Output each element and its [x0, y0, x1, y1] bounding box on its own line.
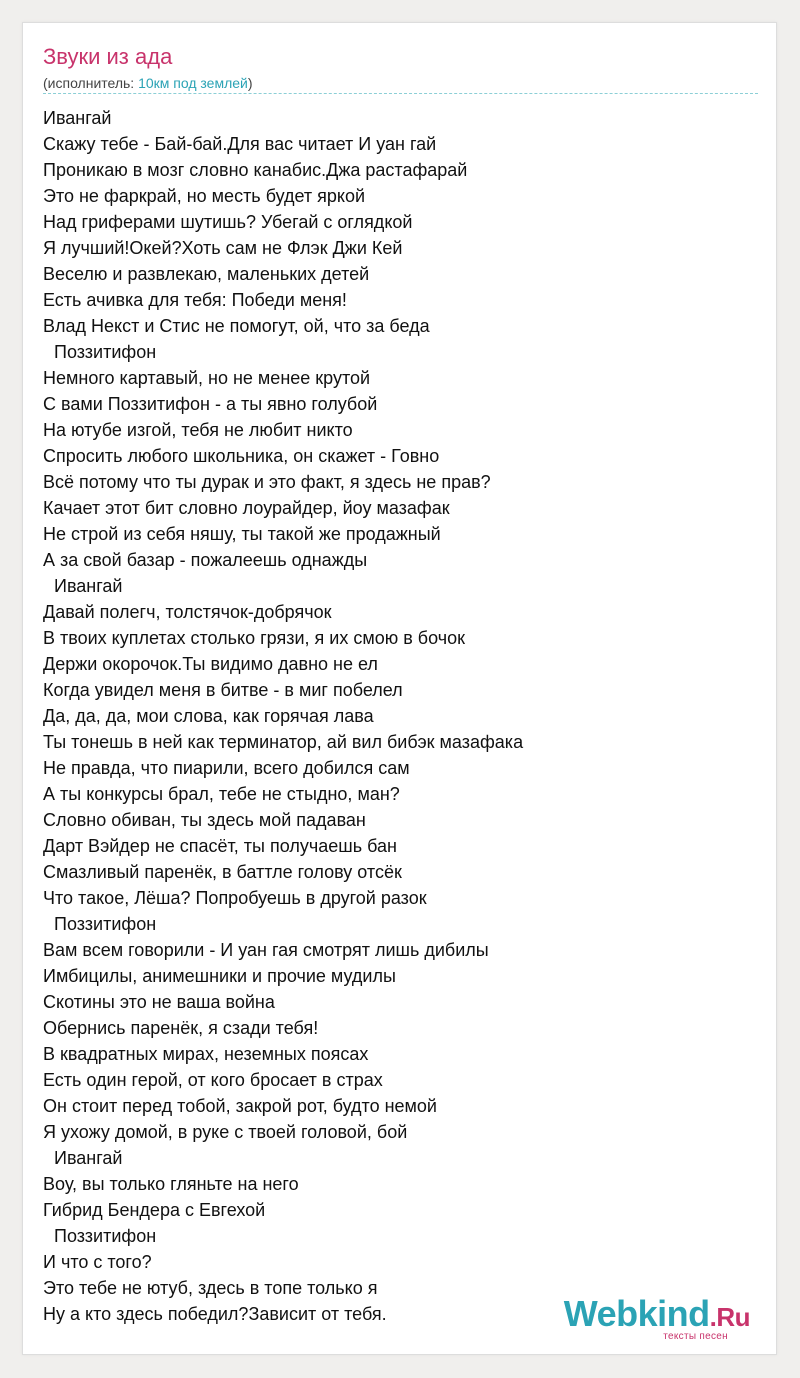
- lyrics-line: Гибрид Бендера с Евгехой: [43, 1200, 266, 1220]
- lyrics-line: А за свой базар - пожалеешь однажды: [43, 550, 368, 570]
- artist-line: [43, 73, 253, 93]
- lyrics-speaker-label: Ивангай: [54, 576, 123, 596]
- lyrics-line: Дарт Вэйдер не спасёт, ты получаешь бан: [43, 836, 397, 856]
- lyrics-line: Веселю и развлекаю, маленьких детей: [43, 264, 370, 284]
- lyrics-line: Ну а кто здесь победил?Зависит от тебя.: [43, 1304, 387, 1324]
- lyrics-line: Ты тонешь в ней как терминатор, ай вил бибэк мазафака: [43, 732, 524, 752]
- lyrics-speaker-label: Поззитифон: [54, 914, 157, 934]
- lyrics-line: Смазливый паренёк, в баттле голову отсёк: [43, 862, 402, 882]
- logo-tld: .Ru: [709, 1302, 750, 1332]
- lyrics-line: А ты конкурсы брал, тебе не стыдно, ман?: [43, 784, 400, 804]
- lyrics-line: Я лучший!Окей?Хоть сам не Флэк Джи Кей: [43, 238, 403, 258]
- lyrics-line: Спросить любого школьника, он скажет - Говно: [43, 446, 440, 466]
- lyrics-speaker-label: Ивангай: [54, 1148, 123, 1168]
- lyrics-line: Это не фаркрай, но месть будет яркой: [43, 186, 366, 206]
- lyrics-line: Проникаю в мозг словно канабис.Джа растафарай: [43, 160, 468, 180]
- lyrics-line: Имбицилы, анимешники и прочие мудилы: [43, 966, 396, 986]
- lyrics-text: [43, 105, 763, 1327]
- lyrics-line: Влад Некст и Стис не помогут, ой, что за беда: [43, 316, 430, 336]
- lyrics-line: Держи окорочок.Ты видимо давно не ел: [43, 654, 378, 674]
- lyrics-line: Скотины это не ваша война: [43, 992, 275, 1012]
- lyrics-line: И что с того?: [43, 1252, 152, 1272]
- lyrics-line: Вам всем говорили - И уан гая смотрят лишь дибилы: [43, 940, 489, 960]
- logo-word: Webkind: [563, 1293, 710, 1334]
- lyrics-line: Ивангай: [43, 108, 112, 128]
- header-divider: [43, 93, 758, 94]
- lyrics-line: Качает этот бит словно лоурайдер, йоу мазафак: [43, 498, 450, 518]
- lyrics-line: Это тебе не ютуб, здесь в топе только я: [43, 1278, 378, 1298]
- lyrics-line: Скажу тебе - Бай-бай.Для вас читает И уан гай: [43, 134, 437, 154]
- lyrics-line: Не строй из себя няшу, ты такой же продажный: [43, 524, 441, 544]
- lyrics-line: Обернись паренёк, я сзади тебя!: [43, 1018, 319, 1038]
- lyrics-card: [22, 22, 777, 1355]
- lyrics-line: В квадратных мирах, неземных поясах: [43, 1044, 369, 1064]
- artist-link[interactable]: 10км под землей: [138, 75, 248, 91]
- lyrics-line: На ютубе изгой, тебя не любит никто: [43, 420, 353, 440]
- lyrics-line: Когда увидел меня в битве - в миг побелел: [43, 680, 403, 700]
- lyrics-line: Он стоит перед тобой, закрой рот, будто немой: [43, 1096, 437, 1116]
- lyrics-line: Всё потому что ты дурак и это факт, я здесь не прав?: [43, 472, 491, 492]
- lyrics-line: Немного картавый, но не менее крутой: [43, 368, 371, 388]
- lyrics-speaker-label: Поззитифон: [54, 342, 157, 362]
- lyrics-line: Я ухожу домой, в руке с твоей головой, бой: [43, 1122, 408, 1142]
- lyrics-line: Да, да, да, мои слова, как горячая лава: [43, 706, 374, 726]
- artist-prefix: (исполнитель:: [43, 75, 139, 91]
- artist-suffix: ): [247, 75, 253, 91]
- lyrics-line: В твоих куплетах столько грязи, я их смою в бочок: [43, 628, 465, 648]
- song-title: Звуки из ада: [43, 44, 173, 69]
- lyrics-line: Воу, вы только гляньте на него: [43, 1174, 299, 1194]
- lyrics-line: Есть один герой, от кого бросает в страх: [43, 1070, 383, 1090]
- lyrics-line: Давай полегч, толстячок-добрячок: [43, 602, 332, 622]
- lyrics-line: Над гриферами шутишь? Убегай с оглядкой: [43, 212, 413, 232]
- lyrics-speaker-label: Поззитифон: [54, 1226, 157, 1246]
- lyrics-line: Не правда, что пиарили, всего добился сам: [43, 758, 410, 778]
- lyrics-line: С вами Поззитифон - а ты явно голубой: [43, 394, 378, 414]
- lyrics-line: Что такое, Лёша? Попробуешь в другой разок: [43, 888, 427, 908]
- logo-tagline: тексты песен: [663, 1331, 728, 1342]
- lyrics-line: Словно обиван, ты здесь мой падаван: [43, 810, 366, 830]
- site-logo[interactable]: [550, 1294, 750, 1344]
- lyrics-line: Есть ачивка для тебя: Победи меня!: [43, 290, 347, 310]
